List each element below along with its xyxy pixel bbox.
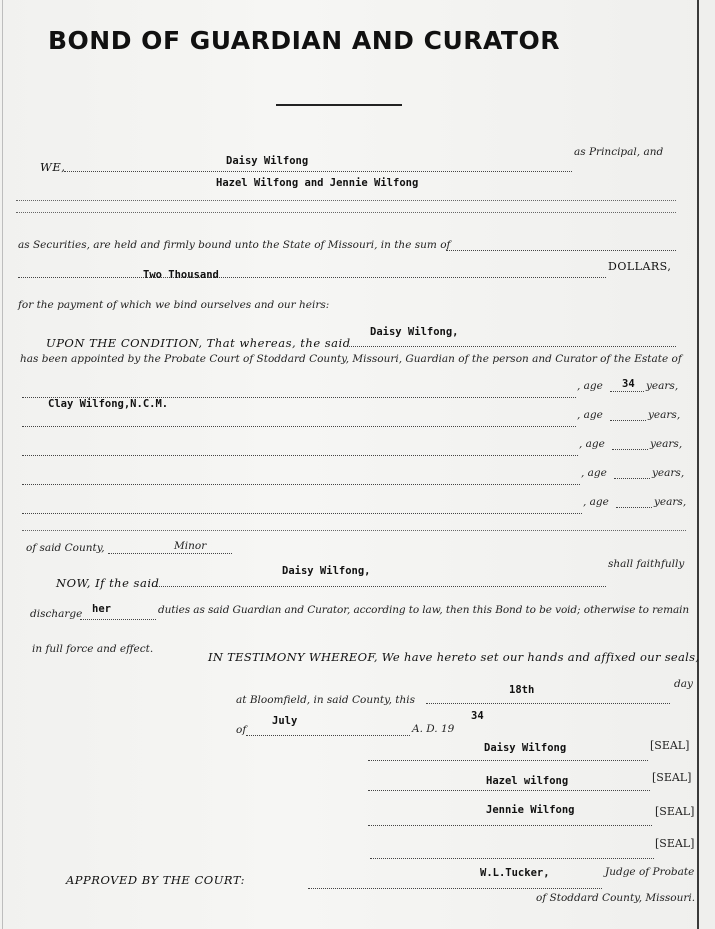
page-edge-right [697, 0, 699, 929]
age-blank [610, 420, 646, 421]
month-blank [246, 735, 410, 736]
of-label: of [236, 724, 247, 736]
age-label: , age [581, 467, 607, 479]
as-principal-label: as Principal, and [574, 146, 664, 158]
pronoun: her [92, 603, 111, 615]
signature-line [368, 760, 648, 761]
minor-label: Minor [174, 540, 207, 552]
day-blank [426, 703, 670, 704]
page-edge-left [2, 0, 3, 929]
seal-label: [SEAL] [655, 805, 695, 818]
years-label: years, [654, 496, 687, 508]
amount-blank [18, 277, 606, 278]
dollars-label: DOLLARS, [608, 260, 672, 273]
day-label: day [674, 678, 693, 690]
age-label: , age [579, 438, 605, 450]
ward-age: 34 [622, 378, 635, 390]
judge-line [308, 888, 602, 889]
title-underline [276, 104, 402, 106]
signature-line [370, 858, 654, 859]
years-label: years, [646, 380, 679, 392]
securities-names: Hazel Wilfong and Jennie Wilfong [216, 177, 419, 189]
ad-label: A. D. 19 [412, 723, 455, 735]
age-blank [614, 478, 650, 479]
of-said-county: of said County, [26, 542, 105, 554]
we-label: WE, [40, 160, 66, 174]
now-if-text: NOW, If the said [56, 576, 160, 590]
ward-name-blank [22, 455, 578, 456]
discharge-label: discharge [30, 608, 83, 620]
amount-value: Two Thousand [143, 269, 219, 281]
signature-line [368, 825, 652, 826]
shall-faithfully: shall faithfully [608, 558, 685, 570]
at-bloomfield: at Bloomfield, in said County, this [236, 694, 416, 706]
signature-name: Hazel wilfong [486, 775, 569, 787]
securities-line-1 [16, 200, 676, 201]
condition-text: UPON THE CONDITION, That whereas, the said [46, 336, 351, 350]
seal-label: [SEAL] [650, 739, 690, 752]
judge-title: Judge of Probate [605, 866, 695, 878]
minor-blank [108, 553, 232, 554]
ward-name-blank [22, 484, 580, 485]
signature-name: Jennie Wilfong [486, 804, 575, 816]
pronoun-blank [80, 619, 156, 620]
payment-text: for the payment of which we bind ourselves and our heirs: [18, 299, 330, 311]
principal-name: Daisy Wilfong [226, 155, 309, 167]
ward-name: Clay Wilfong,N.C.M. [48, 398, 169, 410]
duties-text: duties as said Guardian and Curator, according to law, then this Bond to be void; otherwise to remain [158, 604, 690, 616]
seal-label: [SEAL] [655, 837, 695, 850]
county-label: of Stoddard County, Missouri. [536, 892, 696, 904]
year-value: 34 [471, 710, 484, 722]
years-label: years, [648, 409, 681, 421]
ward-name-blank [22, 426, 576, 427]
age-label: , age [577, 409, 603, 421]
years-label: years, [650, 438, 683, 450]
securities-text: as Securities, are held and firmly bound unto the State of Missouri, in the sum of [18, 239, 451, 251]
testimony-line: IN TESTIMONY WHEREOF, We have hereto set our hands and affixed our seals, [208, 650, 700, 664]
years-label: years, [652, 467, 685, 479]
day-number: 18th [509, 684, 535, 696]
now-name: Daisy Wilfong, [282, 565, 371, 577]
in-full-force: in full force and effect. [32, 643, 154, 655]
sum-blank [446, 250, 676, 251]
signature-name: Daisy Wilfong [484, 742, 567, 754]
ward-name-blank [22, 513, 582, 514]
now-name-blank [152, 586, 606, 587]
approved-label: APPROVED BY THE COURT: [66, 873, 245, 887]
guardian-blank [344, 346, 676, 347]
month-value: July [272, 715, 298, 727]
age-label: , age [583, 496, 609, 508]
age-label: , age [577, 380, 603, 392]
principal-blank [64, 171, 572, 172]
age-blank [612, 449, 648, 450]
guardian-name: Daisy Wilfong, [370, 326, 459, 338]
appointed-text: has been appointed by the Probate Court of Stoddard County, Missouri, Guardian of the person and Curator of the Estate of [20, 353, 682, 365]
signature-line [368, 790, 650, 791]
securities-line-2 [16, 212, 676, 213]
judge-name: W.L.Tucker, [480, 867, 550, 879]
age-blank [616, 507, 652, 508]
seal-label: [SEAL] [652, 771, 692, 784]
ward-extra-line [22, 530, 686, 531]
age-blank [610, 391, 644, 392]
page-title: BOND OF GUARDIAN AND CURATOR [48, 26, 560, 55]
